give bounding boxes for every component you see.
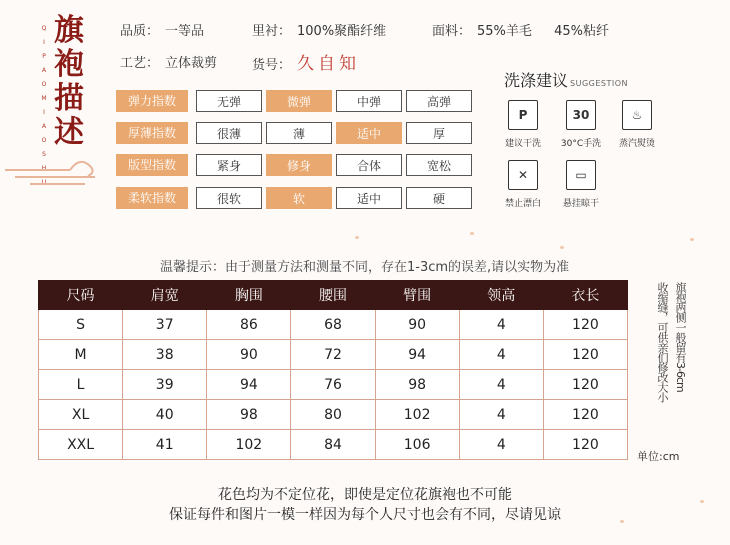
attribute-option: 适中 bbox=[336, 122, 402, 144]
table-cell: 68 bbox=[291, 310, 375, 340]
table-row bbox=[39, 340, 628, 370]
attribute-label: 弹力指数 bbox=[116, 90, 188, 112]
table-cell: 98 bbox=[375, 370, 459, 400]
decor-dot bbox=[470, 232, 474, 235]
table-cell: 37 bbox=[123, 310, 207, 340]
craft-info: 工艺： 立体裁剪 bbox=[120, 56, 218, 71]
table-header-cell: 领高 bbox=[459, 281, 543, 310]
unit-label: 单位:cm bbox=[637, 450, 680, 463]
table-cell: XXL bbox=[39, 430, 123, 460]
table-row bbox=[39, 400, 628, 430]
attribute-option: 软 bbox=[266, 187, 332, 209]
table-cell: 120 bbox=[543, 310, 627, 340]
attribute-option: 高弹 bbox=[406, 90, 472, 112]
quality-info: 品质： 一等品 bbox=[120, 24, 205, 39]
seam-note-col2: 收缩缝，可供亲们修改大小 bbox=[656, 282, 669, 402]
table-cell: 41 bbox=[123, 430, 207, 460]
attribute-option: 修身 bbox=[266, 154, 332, 176]
table-cell: 4 bbox=[459, 310, 543, 340]
attribute-option: 合体 bbox=[336, 154, 402, 176]
table-cell: 76 bbox=[291, 370, 375, 400]
table-cell: 90 bbox=[375, 310, 459, 340]
table-cell: 4 bbox=[459, 430, 543, 460]
decor-dot bbox=[700, 500, 704, 503]
footer-line1: 花色均为不定位花，即使是定位花旗袍也不可能 bbox=[218, 487, 512, 503]
table-cell: 90 bbox=[207, 340, 291, 370]
decor-dot bbox=[355, 236, 359, 239]
table-cell: S bbox=[39, 310, 123, 340]
attribute-option: 很薄 bbox=[196, 122, 262, 144]
table-cell: 94 bbox=[375, 340, 459, 370]
table-cell: 4 bbox=[459, 340, 543, 370]
decor-dot bbox=[690, 238, 694, 241]
wash-title: 洗涤建议 SUGGESTION bbox=[504, 71, 629, 90]
table-header-cell: 腰围 bbox=[291, 281, 375, 310]
attribute-label: 柔软指数 bbox=[116, 187, 188, 209]
table-header-cell: 胸围 bbox=[207, 281, 291, 310]
table-cell: 40 bbox=[123, 400, 207, 430]
seam-note-col1: 旗袍两侧一般留有3-6cm bbox=[674, 282, 687, 392]
attribute-option: 紧身 bbox=[196, 154, 262, 176]
attribute-label: 厚薄指数 bbox=[116, 122, 188, 144]
size-table bbox=[38, 280, 628, 460]
table-cell: 102 bbox=[375, 400, 459, 430]
wash-icon-label: 蒸汽熨烫 bbox=[618, 139, 655, 149]
attribute-option: 无弹 bbox=[196, 90, 262, 112]
table-cell: 80 bbox=[291, 400, 375, 430]
table-cell: M bbox=[39, 340, 123, 370]
decor-dot bbox=[560, 246, 564, 249]
attribute-option: 中弹 bbox=[336, 90, 402, 112]
attribute-option: 薄 bbox=[266, 122, 332, 144]
dry-clean-icon: P bbox=[508, 100, 538, 130]
table-cell: 86 bbox=[207, 310, 291, 340]
table-cell: 72 bbox=[291, 340, 375, 370]
table-cell: 38 bbox=[123, 340, 207, 370]
table-cell: 84 bbox=[291, 430, 375, 460]
table-row bbox=[39, 370, 628, 400]
wash-icon-label: 悬挂晾干 bbox=[562, 199, 599, 209]
table-cell: 4 bbox=[459, 400, 543, 430]
attribute-option: 很软 bbox=[196, 187, 262, 209]
hang-dry-icon: ▭ bbox=[566, 160, 596, 190]
attribute-option: 微弹 bbox=[266, 90, 332, 112]
attribute-label: 版型指数 bbox=[116, 154, 188, 176]
attribute-option: 宽松 bbox=[406, 154, 472, 176]
hand-wash-icon: 30 bbox=[566, 100, 596, 130]
attribute-option: 适中 bbox=[336, 187, 402, 209]
table-cell: 94 bbox=[207, 370, 291, 400]
table-cell: 106 bbox=[375, 430, 459, 460]
cloud-ornament-icon bbox=[0, 150, 110, 190]
table-cell: 39 bbox=[123, 370, 207, 400]
measurement-tip: 温馨提示：由于测量方法和测量不同，存在1-3cm的误差,请以实物为准 bbox=[160, 260, 570, 275]
decor-dot bbox=[620, 520, 624, 523]
wash-icon-label: 30°C手洗 bbox=[560, 139, 602, 149]
wash-icon-label: 建议干洗 bbox=[504, 139, 541, 149]
table-cell: 120 bbox=[543, 340, 627, 370]
attribute-option: 厚 bbox=[406, 122, 472, 144]
lining-info: 里衬： 100%聚酯纤维 bbox=[252, 24, 387, 39]
wash-icon-label: 禁止漂白 bbox=[504, 199, 541, 209]
steam-iron-icon: ♨ bbox=[622, 100, 652, 130]
footer-line2: 保证每件和图片一模一样因为每个人尺寸也会有不同，尽请见谅 bbox=[169, 507, 561, 523]
table-row bbox=[39, 430, 628, 460]
table-cell: L bbox=[39, 370, 123, 400]
table-header-cell: 尺码 bbox=[39, 281, 123, 310]
fabric-info: 面料： 55%羊毛 45%粘纤 bbox=[432, 24, 609, 39]
table-cell: 102 bbox=[207, 430, 291, 460]
table-cell: 120 bbox=[543, 370, 627, 400]
table-cell: 4 bbox=[459, 370, 543, 400]
table-cell: XL bbox=[39, 400, 123, 430]
pinyin-side-text: Q I P A O M I A O S H U bbox=[41, 25, 47, 186]
table-header-cell: 臂围 bbox=[375, 281, 459, 310]
table-header-cell: 肩宽 bbox=[123, 281, 207, 310]
table-cell: 120 bbox=[543, 400, 627, 430]
attribute-option: 硬 bbox=[406, 187, 472, 209]
table-cell: 98 bbox=[207, 400, 291, 430]
table-header-cell: 衣长 bbox=[543, 281, 627, 310]
no-bleach-icon: ✕ bbox=[508, 160, 538, 190]
table-cell: 120 bbox=[543, 430, 627, 460]
page-title: 旗 袍 描 述 bbox=[54, 13, 84, 150]
item-number-info: 货号： 久自知 bbox=[252, 54, 361, 74]
table-row bbox=[39, 310, 628, 340]
